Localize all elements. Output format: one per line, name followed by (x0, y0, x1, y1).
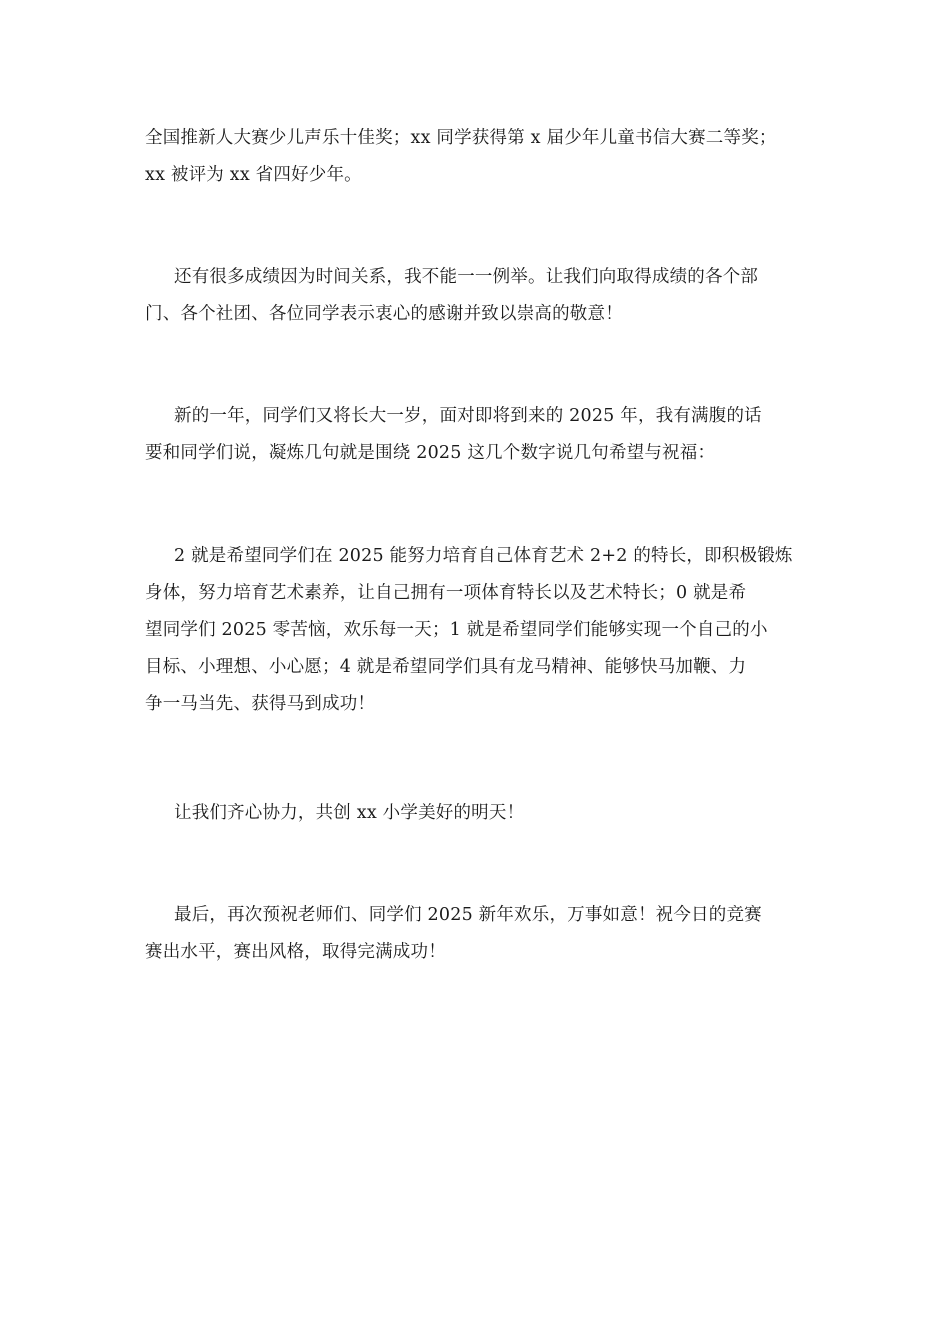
paragraph-line: xx 被评为 xx 省四好少年。 (145, 165, 362, 185)
paragraph-line: 最后，再次预祝老师们、同学们 2025 新年欢乐，万事如意！祝今日的竞赛 (174, 905, 762, 925)
paragraph-line: 新的一年，同学们又将长大一岁，面对即将到来的 2025 年，我有满腹的话 (174, 406, 762, 426)
paragraph-line: 望同学们 2025 零苦恼，欢乐每一天；1 就是希望同学们能够实现一个自己的小 (145, 620, 768, 640)
paragraph-line: 全国推新人大赛少儿声乐十佳奖；xx 同学获得第 x 届少年儿童书信大赛二等奖； (145, 128, 777, 148)
paragraph-line: 门、各个社团、各位同学表示衷心的感谢并致以崇高的敬意！ (145, 304, 623, 324)
paragraph-line: 身体，努力培育艺术素养，让自己拥有一项体育特长以及艺术特长；0 就是希 (145, 583, 747, 603)
paragraph-closing (145, 897, 815, 971)
paragraph-line: 目标、小理想、小心愿；4 就是希望同学们具有龙马精神、能够快马加鞭、力 (145, 657, 747, 677)
paragraph-unite (145, 795, 815, 832)
paragraph-line: 还有很多成绩因为时间关系，我不能一一例举。让我们向取得成绩的各个部 (174, 267, 759, 287)
paragraph-new-year-intro (145, 398, 815, 472)
paragraph-line: 争一马当先、获得马到成功！ (145, 694, 376, 714)
paragraph-line: 赛出水平，赛出风格，取得完满成功！ (145, 942, 446, 962)
paragraph-number-wishes (145, 538, 815, 723)
paragraph-line: 要和同学们说，凝炼几句就是围绕 2025 这几个数字说几句希望与祝福： (145, 443, 716, 463)
paragraph-line: 2 就是希望同学们在 2025 能努力培育自己体育艺术 2+2 的特长，即积极锻炼 (174, 546, 793, 566)
paragraph-awards-continued (145, 120, 815, 194)
paragraph-thanks (145, 259, 815, 333)
paragraph-line: 让我们齐心协力，共创 xx 小学美好的明天！ (174, 803, 525, 823)
